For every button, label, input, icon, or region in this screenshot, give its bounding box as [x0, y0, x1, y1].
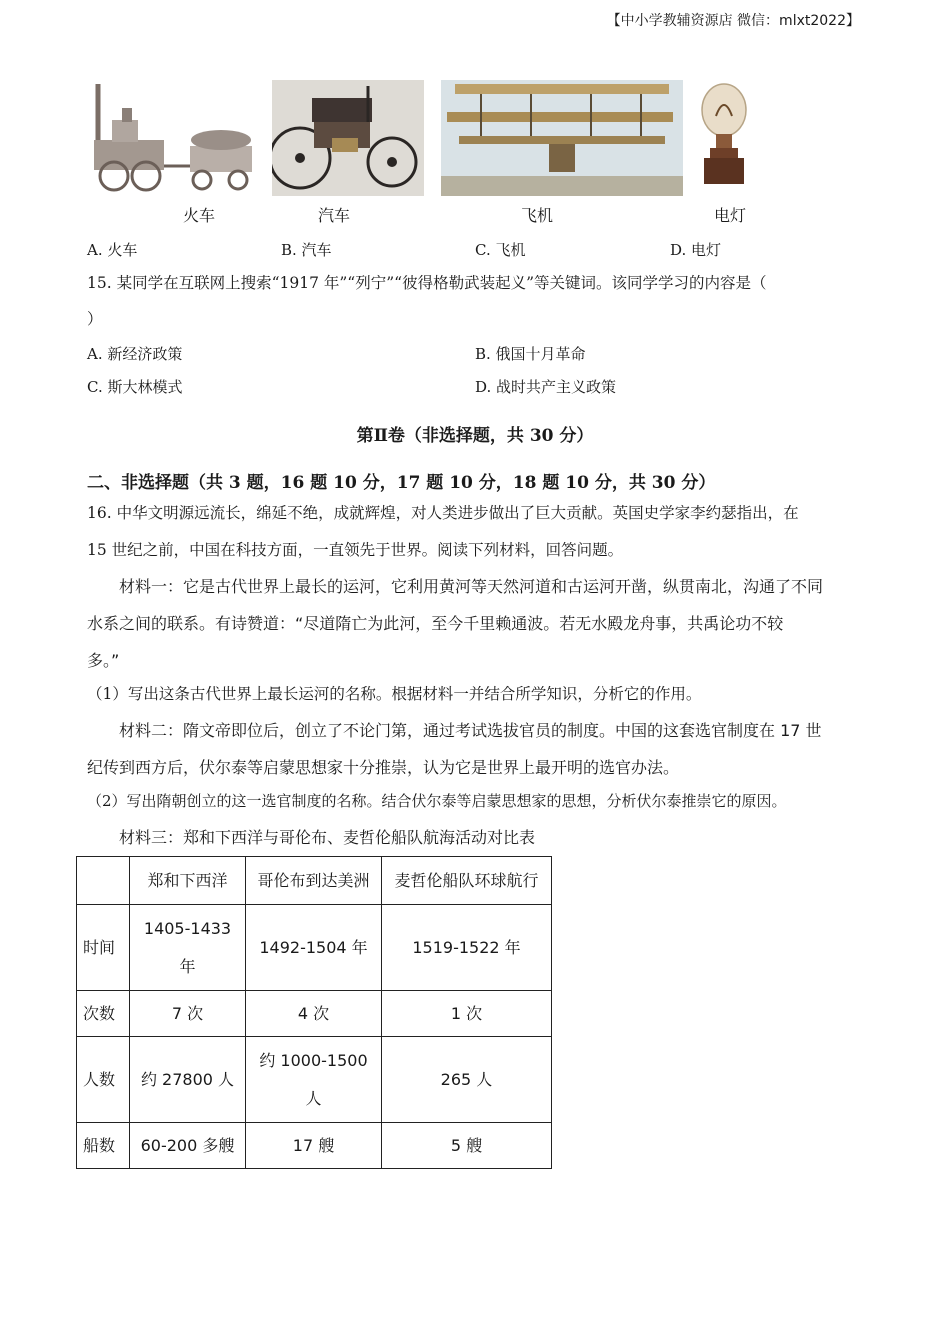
table-cell: 约 27800 人: [130, 1037, 246, 1123]
lightbulb-image: [698, 80, 750, 196]
table-row-label: 船数: [77, 1123, 130, 1169]
table-cell: [130, 905, 246, 991]
table-row-label: 次数: [77, 991, 130, 1037]
q14-option-b[interactable]: B. 汽车: [281, 241, 332, 259]
header-watermark: 【中小学教辅资源店 微信：mlxt2022】: [606, 13, 860, 29]
table-cell: 5 艘: [382, 1123, 552, 1169]
car-image: [272, 80, 424, 196]
part2-title: 第Ⅱ卷（非选择题，共 30 分）: [356, 426, 594, 446]
table-row: [77, 991, 552, 1037]
table-cell: [246, 1037, 382, 1123]
q15-option-c[interactable]: C. 斯大林模式: [87, 378, 183, 396]
material-2: 材料二：隋文帝即位后，创立了不论门第，通过考试选拔官员的制度。中国的这套选官制度在 17 世: [119, 721, 822, 740]
caption-airplane: 飞机: [521, 206, 554, 225]
table-header-cell: 郑和下西洋: [130, 857, 246, 905]
q15-option-b[interactable]: B. 俄国十月革命: [475, 345, 586, 363]
caption-car: 汽车: [318, 206, 351, 225]
material-1-line2: 水系之间的联系。有诗赞道：“尽道隋亡为此河，至今千里赖通波。若无水殿龙舟事，共禹论功不较: [87, 614, 784, 633]
q15-option-a[interactable]: A. 新经济政策: [87, 345, 183, 363]
sub-question-1: （1）写出这条古代世界上最长运河的名称。根据材料一并结合所学知识，分析它的作用。: [87, 685, 702, 703]
table-cell: 265 人: [382, 1037, 552, 1123]
caption-lightbulb: 电灯: [714, 206, 747, 225]
q15-option-d[interactable]: D. 战时共产主义政策: [475, 378, 617, 396]
table-cell: 1 次: [382, 991, 552, 1037]
section-title: 二、非选择题（共 3 题，16 题 10 分，17 题 10 分，18 题 10 分，共 30 分）: [87, 473, 716, 493]
q15-stem-end: ）: [87, 310, 103, 328]
table-cell: 1519-1522 年: [382, 905, 552, 991]
airplane-image: [441, 80, 683, 196]
train-image: [92, 80, 258, 196]
table-cell: 1492-1504 年: [246, 905, 382, 991]
q14-option-d[interactable]: D. 电灯: [670, 241, 722, 259]
table-cell: 60-200 多艘: [130, 1123, 246, 1169]
table-cell-text: 年: [179, 956, 196, 976]
sub-question-2: （2）写出隋朝创立的这一选官制度的名称。结合伏尔泰等启蒙思想家的思想，分析伏尔泰推崇它的原因。: [87, 792, 787, 810]
table-row: [77, 905, 552, 991]
material-1-line3: 多。”: [87, 651, 120, 670]
caption-train: 火车: [183, 206, 216, 225]
table-cell: 7 次: [130, 991, 246, 1037]
q15-stem: 15. 某同学在互联网上搜索“1917 年”“列宁”“彼得格勒武装起义”等关键词。该同学学习的内容是（: [87, 274, 767, 292]
table-cell-text: 人: [305, 1088, 322, 1108]
voyage-comparison-table: [76, 856, 552, 1169]
table-cell-text: 约 1000-1500: [259, 1050, 368, 1070]
material-1: 材料一：它是古代世界上最长的运河，它利用黄河等天然河道和古运河开凿，纵贯南北，沟通了不同: [119, 577, 824, 596]
table-row-label: 时间: [77, 905, 130, 991]
q14-option-c[interactable]: C. 飞机: [475, 241, 526, 259]
table-header-cell: 哥伦布到达美洲: [246, 857, 382, 905]
table-header-cell: 麦哲伦船队环球航行: [382, 857, 552, 905]
table-row-label: 人数: [77, 1037, 130, 1123]
table-cell: 17 艘: [246, 1123, 382, 1169]
q14-option-a[interactable]: A. 火车: [87, 241, 138, 259]
table-header-row: [77, 857, 552, 905]
material-2-line2: 纪传到西方后，伏尔泰等启蒙思想家十分推崇，认为它是世界上最开明的选官办法。: [87, 758, 680, 777]
table-cell: 4 次: [246, 991, 382, 1037]
q16-intro-2: 15 世纪之前，中国在科技方面，一直领先于世界。阅读下列材料，回答问题。: [87, 541, 624, 559]
table-row: [77, 1037, 552, 1123]
table-row: [77, 1123, 552, 1169]
table-cell-text: 1405-1433: [143, 918, 232, 938]
q16-intro: 16. 中华文明源远流长，绵延不绝，成就辉煌，对人类进步做出了巨大贡献。英国史学家李约瑟指出，在: [87, 504, 799, 522]
material-3-title: 材料三：郑和下西洋与哥伦布、麦哲伦船队航海活动对比表: [119, 828, 536, 847]
table-header-cell: [77, 857, 130, 905]
